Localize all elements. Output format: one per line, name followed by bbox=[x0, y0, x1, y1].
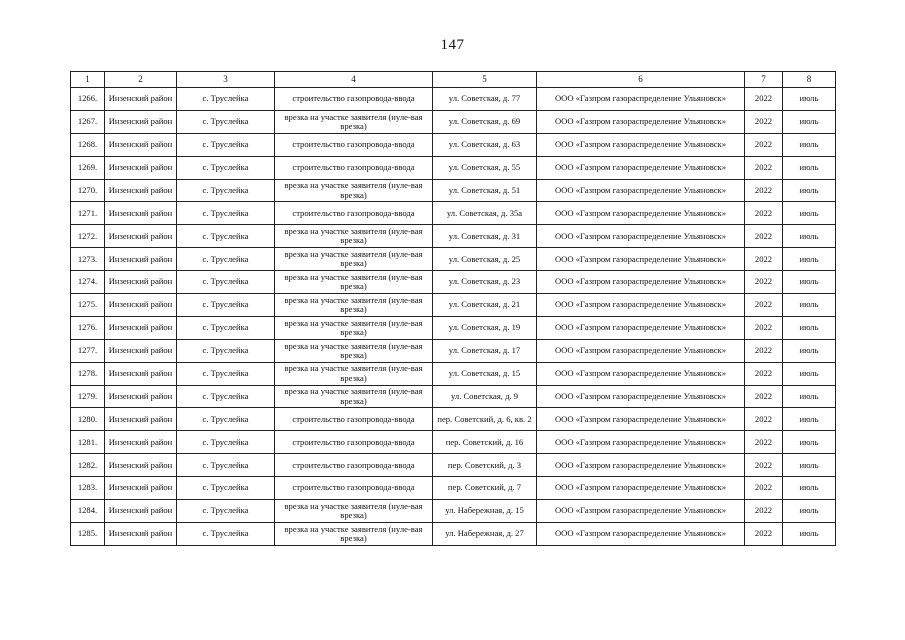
col-settlement: с. Труслейка bbox=[177, 339, 275, 362]
col-organization: ООО «Газпром газораспределение Ульяновск» bbox=[537, 156, 745, 179]
header-col-settlement: 3 bbox=[177, 72, 275, 88]
col-work-type: врезка на участке заявителя (нуле-вая врезка) bbox=[275, 385, 433, 408]
col-settlement: с. Труслейка bbox=[177, 225, 275, 248]
col-organization: ООО «Газпром газораспределение Ульяновск» bbox=[537, 88, 745, 111]
col-num: 1282. bbox=[71, 454, 105, 477]
col-organization: ООО «Газпром газораспределение Ульяновск» bbox=[537, 294, 745, 317]
col-settlement: с. Труслейка bbox=[177, 431, 275, 454]
table-row bbox=[71, 156, 836, 179]
table-row bbox=[71, 431, 836, 454]
col-address: ул. Советская, д. 21 bbox=[433, 294, 537, 317]
col-month: июль bbox=[783, 156, 836, 179]
col-work-type: строительство газопровода-ввода bbox=[275, 88, 433, 111]
col-district: Инзенский район bbox=[105, 500, 177, 523]
col-month: июль bbox=[783, 362, 836, 385]
col-address: ул. Набережная, д. 27 bbox=[433, 522, 537, 545]
col-address: ул. Советская, д. 63 bbox=[433, 133, 537, 156]
col-address: ул. Советская, д. 35а bbox=[433, 202, 537, 225]
col-num: 1276. bbox=[71, 316, 105, 339]
col-work-type: врезка на участке заявителя (нуле-вая врезка) bbox=[275, 225, 433, 248]
col-month: июль bbox=[783, 133, 836, 156]
header-col-num: 1 bbox=[71, 72, 105, 88]
col-month: июль bbox=[783, 339, 836, 362]
col-settlement: с. Труслейка bbox=[177, 202, 275, 225]
col-num: 1272. bbox=[71, 225, 105, 248]
header-col-organization: 6 bbox=[537, 72, 745, 88]
col-year: 2022 bbox=[745, 408, 783, 431]
header-col-month: 8 bbox=[783, 72, 836, 88]
col-address: пер. Советский, д. 3 bbox=[433, 454, 537, 477]
col-work-type: врезка на участке заявителя (нуле-вая врезка) bbox=[275, 271, 433, 294]
col-district: Инзенский район bbox=[105, 294, 177, 317]
col-organization: ООО «Газпром газораспределение Ульяновск» bbox=[537, 179, 745, 202]
col-settlement: с. Труслейка bbox=[177, 156, 275, 179]
col-month: июль bbox=[783, 454, 836, 477]
col-year: 2022 bbox=[745, 362, 783, 385]
col-work-type: врезка на участке заявителя (нуле-вая врезка) bbox=[275, 316, 433, 339]
col-num: 1267. bbox=[71, 110, 105, 133]
col-work-type: врезка на участке заявителя (нуле-вая врезка) bbox=[275, 500, 433, 523]
col-district: Инзенский район bbox=[105, 133, 177, 156]
col-work-type: врезка на участке заявителя (нуле-вая врезка) bbox=[275, 522, 433, 545]
table-row bbox=[71, 339, 836, 362]
col-year: 2022 bbox=[745, 454, 783, 477]
col-district: Инзенский район bbox=[105, 408, 177, 431]
col-address: ул. Набережная, д. 15 bbox=[433, 500, 537, 523]
col-month: июль bbox=[783, 202, 836, 225]
col-year: 2022 bbox=[745, 385, 783, 408]
col-settlement: с. Труслейка bbox=[177, 248, 275, 271]
col-work-type: строительство газопровода-ввода bbox=[275, 202, 433, 225]
table-body bbox=[71, 88, 836, 546]
table-row bbox=[71, 202, 836, 225]
col-organization: ООО «Газпром газораспределение Ульяновск» bbox=[537, 385, 745, 408]
col-num: 1284. bbox=[71, 500, 105, 523]
col-num: 1273. bbox=[71, 248, 105, 271]
col-month: июль bbox=[783, 271, 836, 294]
header-row bbox=[71, 72, 836, 88]
col-organization: ООО «Газпром газораспределение Ульяновск» bbox=[537, 248, 745, 271]
col-organization: ООО «Газпром газораспределение Ульяновск» bbox=[537, 477, 745, 500]
col-district: Инзенский район bbox=[105, 431, 177, 454]
col-year: 2022 bbox=[745, 431, 783, 454]
col-district: Инзенский район bbox=[105, 110, 177, 133]
col-year: 2022 bbox=[745, 477, 783, 500]
col-work-type: строительство газопровода-ввода bbox=[275, 431, 433, 454]
col-num: 1279. bbox=[71, 385, 105, 408]
col-address: ул. Советская, д. 77 bbox=[433, 88, 537, 111]
col-month: июль bbox=[783, 408, 836, 431]
col-year: 2022 bbox=[745, 271, 783, 294]
col-work-type: врезка на участке заявителя (нуле-вая врезка) bbox=[275, 339, 433, 362]
col-num: 1283. bbox=[71, 477, 105, 500]
col-work-type: строительство газопровода-ввода bbox=[275, 156, 433, 179]
col-month: июль bbox=[783, 316, 836, 339]
header-col-year: 7 bbox=[745, 72, 783, 88]
col-year: 2022 bbox=[745, 202, 783, 225]
col-num: 1277. bbox=[71, 339, 105, 362]
header-col-district: 2 bbox=[105, 72, 177, 88]
col-address: ул. Советская, д. 23 bbox=[433, 271, 537, 294]
col-district: Инзенский район bbox=[105, 362, 177, 385]
col-address: ул. Советская, д. 19 bbox=[433, 316, 537, 339]
col-organization: ООО «Газпром газораспределение Ульяновск» bbox=[537, 408, 745, 431]
col-address: ул. Советская, д. 55 bbox=[433, 156, 537, 179]
col-district: Инзенский район bbox=[105, 271, 177, 294]
col-organization: ООО «Газпром газораспределение Ульяновск» bbox=[537, 202, 745, 225]
col-year: 2022 bbox=[745, 316, 783, 339]
col-address: ул. Советская, д. 69 bbox=[433, 110, 537, 133]
col-work-type: строительство газопровода-ввода bbox=[275, 133, 433, 156]
col-year: 2022 bbox=[745, 133, 783, 156]
col-district: Инзенский район bbox=[105, 248, 177, 271]
table-row bbox=[71, 385, 836, 408]
table-row bbox=[71, 248, 836, 271]
col-month: июль bbox=[783, 500, 836, 523]
col-district: Инзенский район bbox=[105, 225, 177, 248]
header-col-work-type: 4 bbox=[275, 72, 433, 88]
col-organization: ООО «Газпром газораспределение Ульяновск» bbox=[537, 454, 745, 477]
col-year: 2022 bbox=[745, 156, 783, 179]
col-year: 2022 bbox=[745, 179, 783, 202]
col-year: 2022 bbox=[745, 522, 783, 545]
col-month: июль bbox=[783, 294, 836, 317]
col-address: ул. Советская, д. 51 bbox=[433, 179, 537, 202]
col-address: пер. Советский, д. 7 bbox=[433, 477, 537, 500]
col-settlement: с. Труслейка bbox=[177, 454, 275, 477]
col-settlement: с. Труслейка bbox=[177, 316, 275, 339]
col-settlement: с. Труслейка bbox=[177, 362, 275, 385]
table-header bbox=[71, 72, 836, 88]
col-district: Инзенский район bbox=[105, 179, 177, 202]
col-num: 1274. bbox=[71, 271, 105, 294]
col-organization: ООО «Газпром газораспределение Ульяновск» bbox=[537, 500, 745, 523]
col-month: июль bbox=[783, 248, 836, 271]
col-num: 1268. bbox=[71, 133, 105, 156]
table-row bbox=[71, 454, 836, 477]
col-address: ул. Советская, д. 31 bbox=[433, 225, 537, 248]
col-year: 2022 bbox=[745, 339, 783, 362]
col-organization: ООО «Газпром газораспределение Ульяновск» bbox=[537, 271, 745, 294]
col-work-type: строительство газопровода-ввода bbox=[275, 454, 433, 477]
col-district: Инзенский район bbox=[105, 156, 177, 179]
col-month: июль bbox=[783, 88, 836, 111]
header-col-address: 5 bbox=[433, 72, 537, 88]
col-year: 2022 bbox=[745, 248, 783, 271]
col-year: 2022 bbox=[745, 500, 783, 523]
col-work-type: врезка на участке заявителя (нуле-вая врезка) bbox=[275, 248, 433, 271]
col-organization: ООО «Газпром газораспределение Ульяновск» bbox=[537, 225, 745, 248]
col-num: 1281. bbox=[71, 431, 105, 454]
table-row bbox=[71, 225, 836, 248]
col-district: Инзенский район bbox=[105, 385, 177, 408]
col-month: июль bbox=[783, 225, 836, 248]
table-row bbox=[71, 88, 836, 111]
col-settlement: с. Труслейка bbox=[177, 179, 275, 202]
table-row bbox=[71, 362, 836, 385]
col-work-type: врезка на участке заявителя (нуле-вая врезка) bbox=[275, 294, 433, 317]
col-address: ул. Советская, д. 25 bbox=[433, 248, 537, 271]
col-num: 1270. bbox=[71, 179, 105, 202]
table-row bbox=[71, 500, 836, 523]
col-address: ул. Советская, д. 9 bbox=[433, 385, 537, 408]
table-row bbox=[71, 110, 836, 133]
table-row bbox=[71, 294, 836, 317]
table-row bbox=[71, 179, 836, 202]
table-row bbox=[71, 271, 836, 294]
col-organization: ООО «Газпром газораспределение Ульяновск» bbox=[537, 110, 745, 133]
col-district: Инзенский район bbox=[105, 202, 177, 225]
table-row bbox=[71, 408, 836, 431]
col-settlement: с. Труслейка bbox=[177, 110, 275, 133]
col-settlement: с. Труслейка bbox=[177, 294, 275, 317]
col-num: 1278. bbox=[71, 362, 105, 385]
col-settlement: с. Труслейка bbox=[177, 88, 275, 111]
col-district: Инзенский район bbox=[105, 88, 177, 111]
page-number: 147 bbox=[440, 37, 465, 53]
col-organization: ООО «Газпром газораспределение Ульяновск» bbox=[537, 362, 745, 385]
col-work-type: врезка на участке заявителя (нуле-вая врезка) bbox=[275, 179, 433, 202]
col-num: 1280. bbox=[71, 408, 105, 431]
col-month: июль bbox=[783, 477, 836, 500]
col-work-type: врезка на участке заявителя (нуле-вая врезка) bbox=[275, 110, 433, 133]
table-row bbox=[71, 316, 836, 339]
col-num: 1266. bbox=[71, 88, 105, 111]
table-row bbox=[71, 522, 836, 545]
col-settlement: с. Труслейка bbox=[177, 133, 275, 156]
col-settlement: с. Труслейка bbox=[177, 522, 275, 545]
col-num: 1285. bbox=[71, 522, 105, 545]
col-work-type: строительство газопровода-ввода bbox=[275, 477, 433, 500]
col-organization: ООО «Газпром газораспределение Ульяновск» bbox=[537, 431, 745, 454]
col-district: Инзенский район bbox=[105, 522, 177, 545]
col-settlement: с. Труслейка bbox=[177, 385, 275, 408]
col-month: июль bbox=[783, 431, 836, 454]
col-month: июль bbox=[783, 522, 836, 545]
col-month: июль bbox=[783, 385, 836, 408]
col-work-type: врезка на участке заявителя (нуле-вая врезка) bbox=[275, 362, 433, 385]
col-num: 1275. bbox=[71, 294, 105, 317]
col-district: Инзенский район bbox=[105, 454, 177, 477]
col-settlement: с. Труслейка bbox=[177, 477, 275, 500]
col-num: 1269. bbox=[71, 156, 105, 179]
col-year: 2022 bbox=[745, 225, 783, 248]
col-year: 2022 bbox=[745, 110, 783, 133]
table-row bbox=[71, 133, 836, 156]
col-year: 2022 bbox=[745, 294, 783, 317]
col-month: июль bbox=[783, 179, 836, 202]
col-work-type: строительство газопровода-ввода bbox=[275, 408, 433, 431]
col-num: 1271. bbox=[71, 202, 105, 225]
col-address: ул. Советская, д. 17 bbox=[433, 339, 537, 362]
col-organization: ООО «Газпром газораспределение Ульяновск» bbox=[537, 522, 745, 545]
col-organization: ООО «Газпром газораспределение Ульяновск» bbox=[537, 133, 745, 156]
col-settlement: с. Труслейка bbox=[177, 271, 275, 294]
col-district: Инзенский район bbox=[105, 339, 177, 362]
col-organization: ООО «Газпром газораспределение Ульяновск» bbox=[537, 339, 745, 362]
col-organization: ООО «Газпром газораспределение Ульяновск» bbox=[537, 316, 745, 339]
col-address: ул. Советская, д. 15 bbox=[433, 362, 537, 385]
col-address: пер. Советский, д. 16 bbox=[433, 431, 537, 454]
col-address: пер. Советский, д. 6, кв. 2 bbox=[433, 408, 537, 431]
table-row bbox=[71, 477, 836, 500]
col-district: Инзенский район bbox=[105, 316, 177, 339]
col-settlement: с. Труслейка bbox=[177, 408, 275, 431]
gas-connection-table bbox=[70, 71, 836, 546]
col-settlement: с. Труслейка bbox=[177, 500, 275, 523]
col-year: 2022 bbox=[745, 88, 783, 111]
col-district: Инзенский район bbox=[105, 477, 177, 500]
col-month: июль bbox=[783, 110, 836, 133]
